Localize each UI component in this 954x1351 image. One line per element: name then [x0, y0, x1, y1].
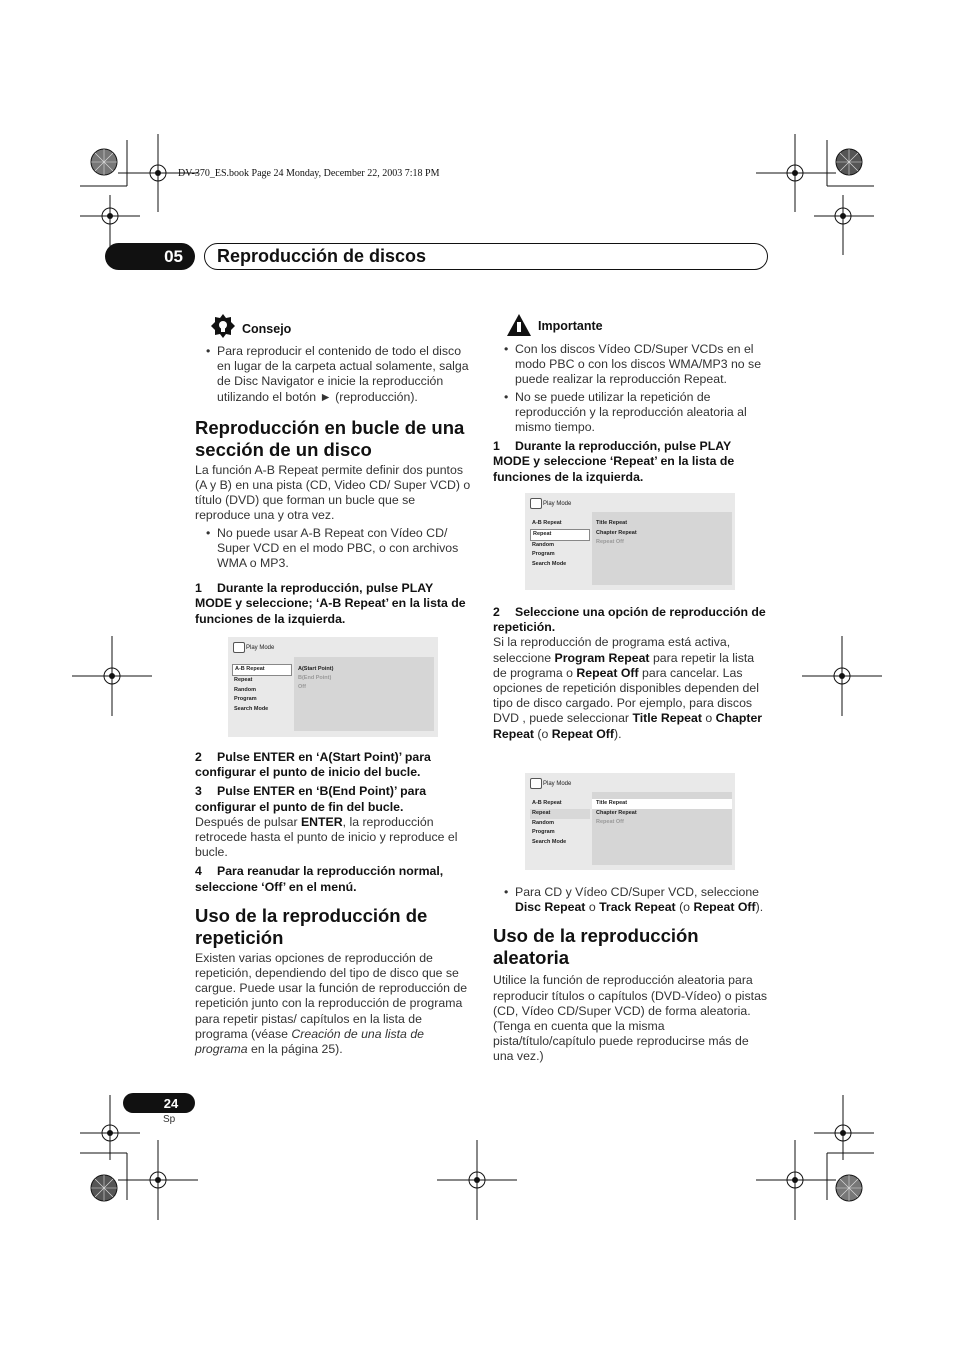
step-number: 1	[493, 439, 500, 454]
ab-bullet: • No puede usar A-B Repeat con Vídeo CD/ Super VCD en el modo PBC, o con archivos WMA o MP3.	[195, 526, 471, 572]
option-title-repeat: Title Repeat	[592, 799, 732, 809]
text-run-bold: Chapter Repeat	[493, 711, 763, 741]
cd-repeat-bullet	[493, 885, 769, 915]
step-number: 2	[195, 750, 202, 764]
menu-item-search-mode: Search Mode	[234, 706, 269, 713]
important-note	[493, 314, 769, 342]
tip-note	[195, 316, 471, 344]
menu-item-repeat: Repeat	[530, 529, 590, 541]
text-run-bold: Title Repeat	[632, 711, 702, 726]
step-text: Pulse ENTER en ‘B(End Point)’ para configurar el punto de fin del bucle.	[195, 784, 427, 814]
play-mode-menu	[530, 519, 590, 570]
screen-title: Play Mode	[543, 781, 572, 787]
step-text: Seleccione una opción de reproducción de repetición.	[493, 605, 766, 635]
option-a-start: A(Start Point)	[298, 666, 334, 672]
menu-item-ab-repeat: A-B Repeat	[532, 520, 562, 526]
step-text: Durante la reproducción, pulse PLAY MODE y seleccione; ‘A-B Repeat’ en la lista de funciones de la izquierda.	[195, 581, 466, 626]
important-bullet-1: • Con los discos Vídeo CD/Super VCDs en el modo PBC o con los discos WMA/MP3 no se puede realizar la reproducción Repeat.	[493, 342, 769, 388]
text-run: Después de pulsar	[195, 814, 301, 829]
ab-step-2	[195, 750, 471, 780]
text-run: Si la reproducción de programa está activa, seleccione	[493, 635, 731, 665]
step-text: Pulse ENTER en ‘A(Start Point)’ para configurar el punto de inicio del bucle.	[195, 750, 431, 780]
step-number: 1	[195, 581, 202, 596]
page-number: 24	[123, 1093, 195, 1113]
text-run-bold: Repeat Off	[551, 726, 614, 741]
play-mode-screen-title-repeat	[525, 773, 735, 870]
text-run: o	[701, 711, 716, 726]
step-number: 2	[493, 605, 500, 619]
text-run-italic: Creación de una lista de programa	[195, 1026, 424, 1057]
ab-step-4	[195, 864, 471, 894]
repeat-step-2-body	[493, 635, 769, 741]
repeat-heading: Uso de la reproducción de repetición	[195, 904, 428, 948]
chapter-title: Reproducción de discos	[204, 243, 768, 270]
option-title-repeat: Title Repeat	[596, 520, 628, 526]
play-mode-menu	[232, 664, 292, 715]
menu-item-search-mode: Search Mode	[532, 561, 567, 568]
play-mode-icon	[233, 642, 245, 653]
menu-item-ab-repeat: A-B Repeat	[232, 664, 292, 676]
ab-heading: Reproducción en bucle de una sección de un disco	[195, 416, 465, 460]
option-repeat-off: Repeat Off	[596, 539, 624, 545]
text-run: para repetir la lista de programa o	[493, 650, 755, 680]
repeat-body	[195, 951, 471, 1057]
text-run: en la página 25).	[247, 1042, 343, 1057]
option-repeat-off: Repeat Off	[596, 819, 624, 825]
options-panel	[294, 657, 434, 731]
menu-item-program: Program	[532, 551, 555, 558]
menu-item-random: Random	[234, 686, 256, 693]
step-text: Durante la reproducción, pulse PLAY MODE y seleccione ‘Repeat’ en la lista de funciones de la izquierda.	[493, 439, 735, 484]
chapter-number: 05	[105, 243, 195, 270]
text-run: Para CD y Vídeo CD/Super VCD, seleccione	[515, 885, 759, 899]
repeat-step-2	[493, 605, 769, 635]
option-chapter-repeat: Chapter Repeat	[596, 530, 637, 536]
menu-item-program: Program	[532, 829, 555, 836]
screen-title: Play Mode	[246, 645, 275, 651]
text-run: (o	[534, 726, 552, 741]
play-mode-screen-repeat	[525, 493, 735, 590]
text-run: ).	[755, 900, 764, 915]
left-column	[195, 316, 471, 641]
page-language: Sp	[163, 1114, 176, 1125]
step-text: Para reanudar la reproducción normal, seleccione ‘Off’ en el menú.	[195, 864, 444, 894]
options-panel	[592, 792, 732, 865]
text-run: , la reproducción retrocede hasta el punto de inicio y reproduce el bucle.	[195, 814, 458, 860]
menu-item-ab-repeat: A-B Repeat	[532, 800, 562, 806]
menu-item-repeat: Repeat	[234, 676, 253, 683]
screen-title: Play Mode	[543, 501, 572, 507]
random-heading: Uso de la reproducción aleatoria	[493, 925, 699, 969]
random-body: Utilice la función de reproducción aleatoria para reproducir títulos o capítulos (DVD-Vídeo) o pistas (CD, Vídeo CD/Super VCD) de forma aleatoria. (Tenga en cuenta que la misma pista/título/capítulo puede reproducirse más de una vez.)	[493, 973, 768, 1064]
text-run: para cancelar. Las opciones de repetición disponibles dependen del tipo de disco cargado. Por ejemplo, para discos DVD , puede seleccionar	[493, 665, 759, 726]
text-run-bold: Track Repeat	[599, 900, 676, 915]
text-run-bold: Disc Repeat	[515, 900, 586, 915]
text-run: (o	[675, 900, 694, 915]
ab-step-3	[195, 784, 471, 814]
text-run-bold: Repeat Off	[576, 665, 639, 680]
text-run: Existen varias opciones de reproducción de repetición, dependiendo del tipo de disco que se cargue. Puede usar la función de reproducción de repetición junto con la reproducción de programa para repetir pistas/ capítulos en la lista de programa (véase	[195, 950, 468, 1041]
book-header: DV-370_ES.book Page 24 Monday, December 22, 2003 7:18 PM	[178, 168, 440, 179]
text-run-bold: Program Repeat	[554, 650, 650, 665]
option-chapter-repeat: Chapter Repeat	[596, 810, 637, 816]
lightbulb-icon	[211, 314, 235, 338]
play-mode-screen-ab	[228, 637, 438, 737]
text-run-bold: ENTER	[300, 814, 343, 829]
play-mode-menu	[530, 799, 590, 848]
ab-step-3-body	[195, 815, 471, 861]
ab-step-1	[195, 581, 471, 627]
tip-title: Consejo	[242, 322, 292, 336]
right-column-lower	[493, 885, 769, 1067]
menu-item-repeat: Repeat	[530, 809, 590, 819]
step-number: 3	[195, 784, 202, 799]
repeat-step-1	[493, 439, 769, 485]
warning-hand-icon	[507, 314, 531, 336]
menu-item-random: Random	[532, 541, 554, 548]
menu-item-program: Program	[234, 696, 257, 703]
option-b-end: B(End Point)	[298, 675, 332, 681]
menu-item-search-mode: Search Mode	[532, 839, 567, 846]
options-panel	[592, 512, 732, 585]
play-mode-icon	[530, 498, 542, 509]
right-column	[493, 314, 769, 485]
important-bullet-2: • No se puede utilizar la repetición de reproducción y la reproducción aleatoria al mismo tiempo.	[493, 390, 769, 436]
menu-item-random: Random	[532, 819, 554, 826]
text-run-bold: Repeat Off	[693, 900, 756, 915]
text-run: o	[585, 900, 600, 915]
important-title: Importante	[538, 319, 603, 333]
play-mode-icon	[530, 778, 542, 789]
step-number: 4	[195, 864, 202, 879]
right-column-middle	[493, 605, 769, 744]
ab-intro: La función A-B Repeat permite definir dos puntos (A y B) en una pista (CD, Video CD/ Super VCD) o título (DVD) que forman un bucle que se reproduce una y otra vez.	[195, 462, 471, 523]
left-column-lower	[195, 750, 471, 1059]
text-run: ).	[613, 726, 622, 741]
tip-text: • Para reproducir el contenido de todo el disco en lugar de la carpeta actual solamente, salga de Disc Navigator e inicie la reproducción utilizando el botón ► (reproducción).	[195, 344, 471, 405]
option-off: Off	[298, 684, 306, 690]
